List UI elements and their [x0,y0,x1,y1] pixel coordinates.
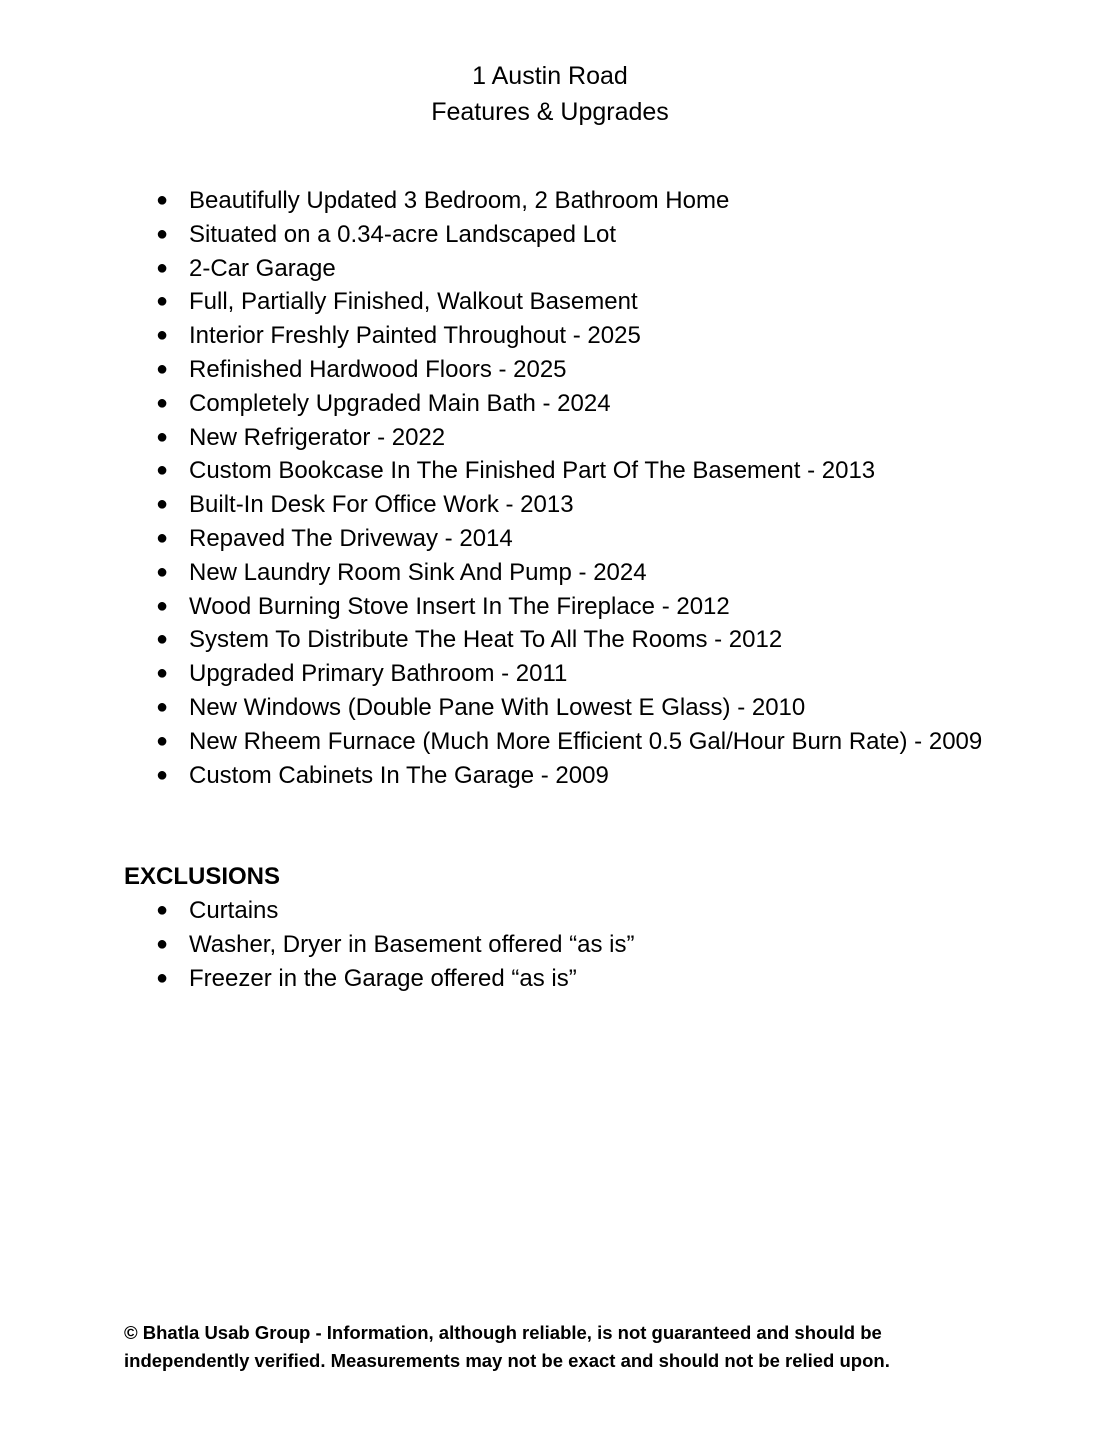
list-item [124,928,994,962]
exclusions-list [124,894,994,995]
list-item [124,387,994,421]
feature-text: Beautifully Updated 3 Bedroom, 2 Bathroom Home [189,187,730,214]
bullet-icon: ● [156,966,169,989]
list-item [124,319,994,353]
feature-text: New Laundry Room Sink And Pump - 2024 [189,558,647,586]
feature-text: Custom Cabinets In The Garage - 2009 [189,761,609,789]
feature-text: Built-In Desk For Office Work - 2013 [189,491,574,519]
list-item [124,285,994,319]
exclusion-text: Curtains [189,897,279,924]
exclusion-text: Freezer in the Garage offered “as is” [189,964,577,992]
bullet-icon: ● [156,763,169,786]
list-item [124,894,994,928]
list-item [124,218,994,252]
exclusion-text: Washer, Dryer in Basement offered “as is” [189,930,635,958]
feature-text: 2-Car Garage [189,254,336,282]
bullet-icon: ● [156,391,169,414]
list-item [124,522,994,556]
exclusions-heading: EXCLUSIONS [124,863,281,890]
feature-text: System To Distribute The Heat To All The Rooms - 2012 [189,626,783,654]
feature-text: Refinished Hardwood Floors - 2025 [189,355,567,383]
bullet-icon: ● [156,628,169,651]
list-item [124,184,994,218]
bullet-icon: ● [156,357,169,380]
bullet-icon: ● [156,324,169,347]
feature-text: Wood Burning Stove Insert In The Fireplace - 2012 [189,592,730,620]
feature-text: Completely Upgraded Main Bath - 2024 [189,389,611,417]
bullet-icon: ● [156,290,169,313]
list-item [124,353,994,387]
list-item [124,691,994,725]
bullet-icon: ● [156,932,169,955]
bullet-icon: ● [156,459,169,482]
bullet-icon: ● [156,256,169,279]
list-item [124,590,994,624]
features-upgrades-subtitle: Features & Upgrades [431,98,669,126]
list-item [124,454,994,488]
feature-text: Repaved The Driveway - 2014 [189,524,513,552]
feature-text: Upgraded Primary Bathroom - 2011 [189,660,568,688]
list-item [124,252,994,286]
feature-text: Full, Partially Finished, Walkout Basement [189,288,638,316]
features-list [124,184,994,792]
document-header [0,58,1100,130]
list-item [124,759,994,793]
bullet-icon: ● [156,662,169,685]
feature-text: New Refrigerator - 2022 [189,423,446,451]
bullet-icon: ● [156,560,169,583]
bullet-icon: ● [156,493,169,516]
bullet-icon: ● [156,729,169,752]
list-item [124,962,994,996]
bullet-icon: ● [156,594,169,617]
bullet-icon: ● [156,189,169,211]
list-item [124,623,994,657]
disclaimer-footer: © Bhatla Usab Group - Information, although reliable, is not guaranteed and should be independently verified. Measurements may not be exact and should not be relied upon. [124,1322,890,1371]
bullet-icon: ● [156,425,169,448]
feature-text: New Rheem Furnace (Much More Efficient 0.5 Gal/Hour Burn Rate) - 2009 [189,727,983,755]
bullet-icon: ● [156,695,169,718]
feature-text: Custom Bookcase In The Finished Part Of The Basement - 2013 [189,457,876,485]
list-item [124,725,994,759]
list-item [124,421,994,455]
bullet-icon: ● [156,526,169,549]
feature-text: Interior Freshly Painted Throughout - 2025 [189,322,641,350]
feature-text: New Windows (Double Pane With Lowest E Glass) - 2010 [189,693,806,721]
property-address-title: 1 Austin Road [472,62,628,90]
list-item [124,657,994,691]
list-item [124,488,994,522]
list-item [124,556,994,590]
feature-text: Situated on a 0.34-acre Landscaped Lot [189,220,616,248]
bullet-icon: ● [156,222,169,245]
bullet-icon: ● [156,899,169,921]
